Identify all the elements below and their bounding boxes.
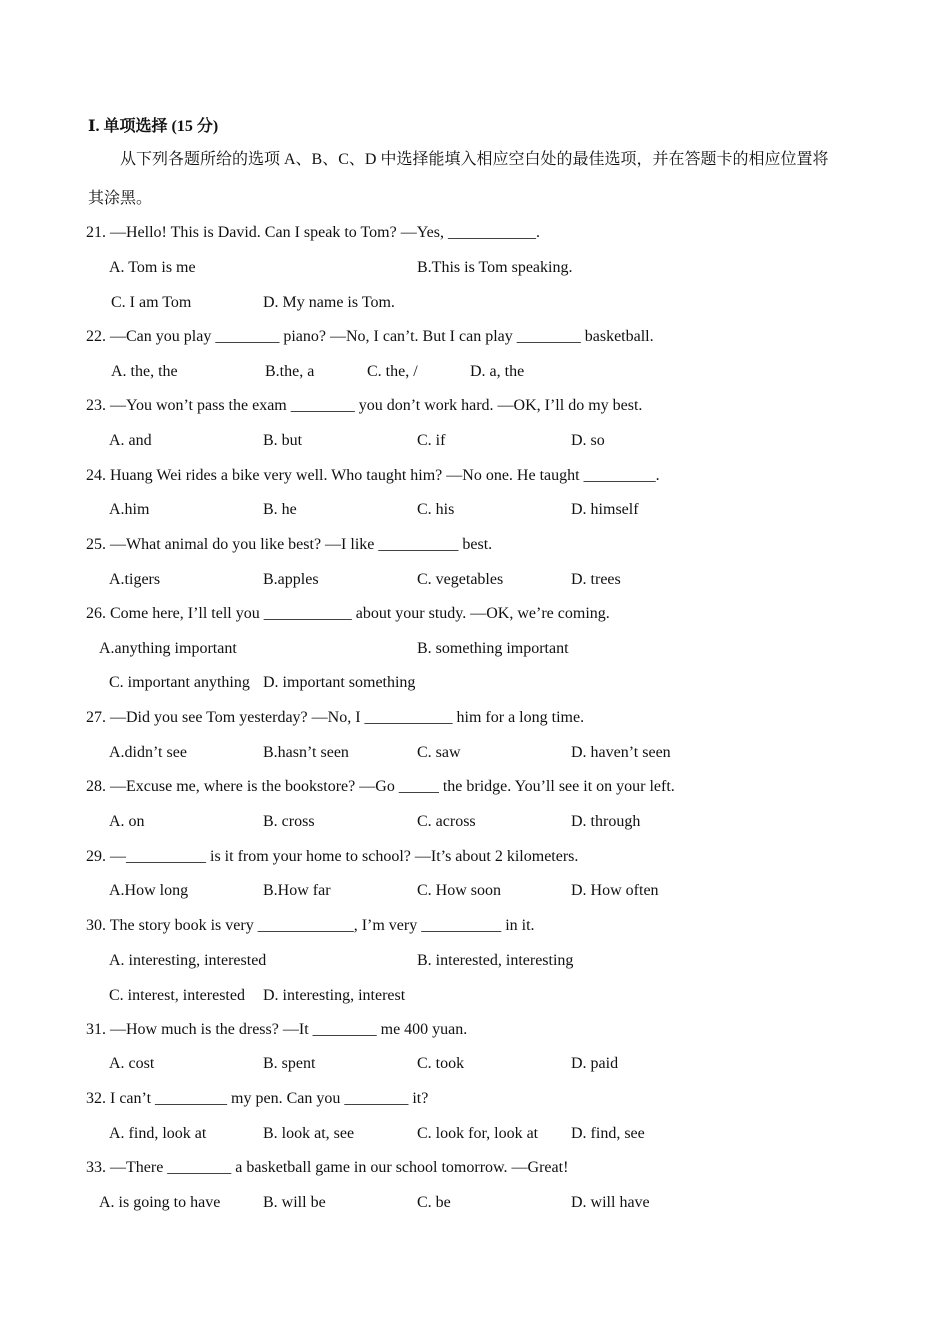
option-b: B. but <box>263 432 303 449</box>
option-a: A.anything important <box>99 640 237 657</box>
option-d: D. through <box>571 813 641 830</box>
option-b: B. look at, see <box>263 1125 355 1142</box>
option-c: C. How soon <box>417 882 502 899</box>
option-d: D. interesting, interest <box>263 987 406 1004</box>
option-c: C. interest, interested <box>109 987 245 1004</box>
question-stem: 29. —__________ is it from your home to school? —It’s about 2 kilometers. <box>86 848 579 865</box>
option-d: D. paid <box>571 1055 619 1072</box>
option-a: A.tigers <box>109 571 161 588</box>
option-a: A. is going to have <box>99 1194 221 1211</box>
question-stem: 26. Come here, I’ll tell you ___________ about your study. —OK, we’re coming. <box>86 605 610 622</box>
option-a: A.How long <box>109 882 189 899</box>
option-b: B.How far <box>263 882 331 899</box>
option-c: C. vegetables <box>417 571 504 588</box>
option-b: B. something important <box>417 640 569 657</box>
option-d: D. find, see <box>571 1125 645 1142</box>
option-a: A. Tom is me <box>109 259 196 276</box>
question-stem: 25. —What animal do you like best? —I like __________ best. <box>86 536 493 553</box>
question-stem: 31. —How much is the dress? —It ________ me 400 yuan. <box>86 1021 468 1038</box>
option-c: C. the, / <box>367 363 418 380</box>
option-a: A.him <box>109 501 150 518</box>
option-a: A. and <box>109 432 152 449</box>
option-d: D. My name is Tom. <box>263 294 395 311</box>
question-stem: 32. I can’t _________ my pen. Can you ________ it? <box>86 1090 429 1107</box>
option-d: D. so <box>571 432 605 449</box>
option-b: B. cross <box>263 813 315 830</box>
option-c: C. be <box>417 1194 451 1211</box>
option-c: C. if <box>417 432 446 449</box>
option-a: A. find, look at <box>109 1125 207 1142</box>
option-d: D. trees <box>571 571 621 588</box>
option-a: A.didn’t see <box>109 744 187 761</box>
option-c: C. look for, look at <box>417 1125 539 1142</box>
option-d: D. will have <box>571 1194 650 1211</box>
option-c: C. important anything <box>109 674 250 691</box>
section-title: Ⅰ. 单项选择 (15 分) <box>88 118 219 135</box>
question-stem: 27. —Did you see Tom yesterday? —No, I ___________ him for a long time. <box>86 709 585 726</box>
question-stem: 30. The story book is very ____________, I’m very __________ in it. <box>86 917 535 934</box>
option-b: B.the, a <box>265 363 315 380</box>
question-stem: 22. —Can you play ________ piano? —No, I can’t. But I can play ________ basketball. <box>86 328 654 345</box>
option-d: D. a, the <box>470 363 525 380</box>
option-a: A. on <box>109 813 145 830</box>
option-a: A. cost <box>109 1055 155 1072</box>
question-stem: 23. —You won’t pass the exam ________ you don’t work hard. —OK, I’ll do my best. <box>86 397 643 414</box>
instruction-text-cont: 其涂黑。 <box>88 190 153 207</box>
option-b: B.This is Tom speaking. <box>417 259 573 276</box>
option-b: B. he <box>263 501 297 518</box>
option-d: D. important something <box>263 674 416 691</box>
option-b: B. spent <box>263 1055 316 1072</box>
option-c: C. took <box>417 1055 465 1072</box>
question-stem: 24. Huang Wei rides a bike very well. Who taught him? —No one. He taught _________. <box>86 467 660 484</box>
option-a: A. interesting, interested <box>109 952 267 969</box>
option-b: B.apples <box>263 571 319 588</box>
option-a: A. the, the <box>111 363 178 380</box>
question-stem: 33. —There ________ a basketball game in our school tomorrow. —Great! <box>86 1159 569 1176</box>
question-stem: 21. —Hello! This is David. Can I speak to Tom? —Yes, ___________. <box>86 224 540 241</box>
question-stem: 28. —Excuse me, where is the bookstore? —Go _____ the bridge. You’ll see it on your left. <box>86 778 675 795</box>
instruction-text: 从下列各题所给的选项 A、B、C、D 中选择能填入相应空白处的最佳选项，并在答题卡的相应位置将 <box>120 151 829 168</box>
option-b: B.hasn’t seen <box>263 744 349 761</box>
option-b: B. interested, interesting <box>417 952 574 969</box>
option-c: C. across <box>417 813 476 830</box>
option-d: D. How often <box>571 882 659 899</box>
option-d: D. haven’t seen <box>571 744 671 761</box>
option-c: C. saw <box>417 744 461 761</box>
option-c: C. his <box>417 501 455 518</box>
option-c: C. I am Tom <box>111 294 192 311</box>
option-b: B. will be <box>263 1194 326 1211</box>
option-d: D. himself <box>571 501 639 518</box>
